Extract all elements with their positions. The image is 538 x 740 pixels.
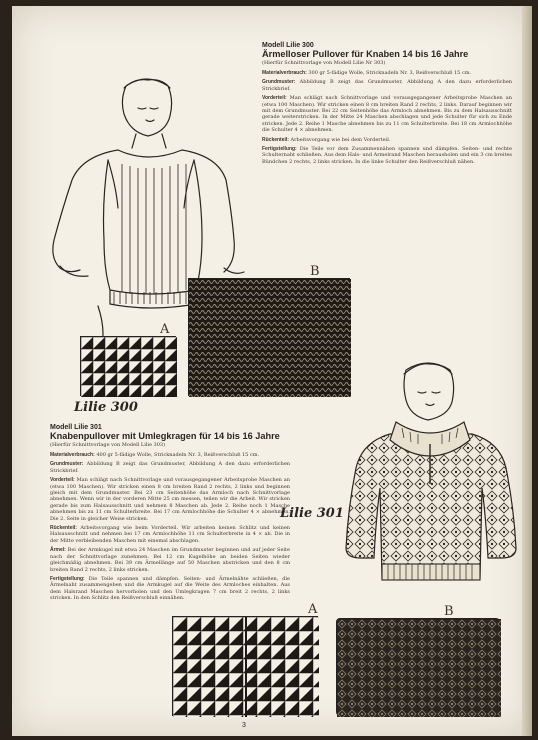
model-301-pattern: Grundmuster: Abbildung B zeigt das Grundmuster, Abbildung A den dazu erforderlichen Strickbrief. [50, 461, 290, 474]
model-300-swatch-b [188, 278, 350, 396]
model-301-title: Knabenpullover mit Umlegkragen für 14 bis 16 Jahre [50, 431, 280, 441]
model-300-front: Vorderteil: Man schlägt nach Schnittvorlage und vorausgegangener Arbeitsprobe Maschen an (etwa 100 Maschen). Wir stricken einen 8 cm breiten Rand 2 rechts, 2 links. Darauf beginnen wir mit dem Grundmuster. Bei 22 cm Seitenhöhe das Armloch abnehmen. Bis zu dem Halsausschnitt gerade weiterstricken. In der Mitte 24 Maschen abschlagen und jede Schulter für sich zu Ende stricken. Jede 2. Reihe 1 Masche abnehmen bis zu 11 cm Schulterbreite. Bei 18 cm Armlochhöhe die Schulter 4 × abnehmen. [262, 95, 512, 134]
model-301-caption: Lilie 301 [280, 506, 344, 521]
model-300-back: Rückenteil: Arbeitsvorgang wie bei dem Vorderteil. [262, 136, 391, 143]
model-300-swatch-a-letter: A [160, 322, 170, 337]
model-300-pattern: Grundmuster: Abbildung B zeigt das Grundmuster, Abbildung A den dazu erforderlichen Strickbrief. [262, 79, 512, 92]
model-300-description [262, 42, 512, 165]
model-301-swatch-b [336, 618, 500, 716]
model-301-description [50, 424, 290, 602]
model-301-back: Rückenteil: Arbeitsvorgang wie beim Vorderteil. Wir arbeiten keinen Schlitz und keinen Halsausschnitt und nehmen bei 17 cm Armlochhöhe 11 cm Schulterbreite in 4 × ab. Die in der Mitte verbleibenden Maschen mit einemal abschlagen. [50, 525, 290, 544]
model-301-finish: Fertigstellung: Die Teile spannen und dämpfen. Seiten- und Ärmelnähte schließen, die Ärmelnaht zusammengeben und die Armkugel auf die Weite des Armloches einhalten. Aus dem Halsrand Maschen hervorholen und den Umlegkragen 7 cm breit 2 rechts, 2 links stricken. In den Schlitz den Reißverschluß einnähen. [50, 575, 290, 602]
model-301-label: Modell Lilie 301 [50, 424, 102, 431]
model-300-label: Modell Lilie 300 [262, 42, 314, 49]
model-300-material: Materialverbrauch: 300 gr 5-fädige Wolle, Stricknadeln Nr. 3, Reißverschluß 15 cm. [262, 70, 472, 76]
model-301-pattern-note: (Hierfür Schnittvorlage von Modell Lilie 303) [50, 442, 166, 448]
magazine-page [12, 6, 532, 736]
model-301-sleeve: Ärmel: Bei der Armkugel mit etwa 24 Maschen im Grundmuster beginnen und auf jeder Seite nach der Schnittvorlage zunehmen. Bei 12 cm Kugelhöhe an beiden Seiten wieder gleichmäßig abnehmen. Bei 39 cm Ärmellänge auf 50 Maschen abstricken und den 8 cm breiten Rand 2 rechts, 2 links stricken. [50, 547, 290, 573]
model-301-swatch-a [172, 616, 318, 716]
model-300-finish: Fertigstellung: Die Teile vor dem Zusammennähen spannen und dämpfen. Seiten- und rechte Schulternaht schließen. Aus dem Hals- und Armelrand Maschen herausholen und ein 3 cm breites Bündchen 2 rechts, 2 links stricken. In die linke Schulter den Reißverschluß nähen. [262, 146, 512, 165]
model-300-swatch-b-letter: B [310, 264, 320, 279]
model-301-front: Vorderteil: Man schlägt nach Schnittvorlage und vorausgegangener Arbeitsprobe Maschen an (etwa 100 Maschen). Wir stricken einen 8 cm breiten Rand 2 rechts, 2 links und beginnen gleich mit dem Grundmuster. Bei 23 cm Seitenhöhe das Armloch nach Schnittvorlage abnehmen. Wenn wir in der vorderen Mitte 25 cm messen, teilen wir die Arbeit. Wir stricken gerade bis zum Halsausschnitt und nehmen 8 Maschen ab. Jede 2. Reihe noch 1 Masche abnehmen bis zu 11 cm Schulterbreite. Bei 17 cm Armlochhöhe die Schulter 4 × abnehmen. Die 2. Seite in gleicher Weise stricken. [50, 477, 290, 522]
model-301-swatch-b-letter: B [444, 604, 454, 619]
model-300-caption: Lilie 300 [74, 400, 138, 415]
model-300-title: Ärmelloser Pullover für Knaben 14 bis 16 Jahre [262, 49, 469, 59]
model-300-pattern-note: (Hierfür Schnittvorlage von Modell Lilie Nr 303) [262, 60, 386, 66]
model-300-swatch-a [80, 336, 176, 396]
model-301-illustration [330, 358, 530, 608]
model-301-swatch-a-letter: A [308, 602, 318, 617]
page-number: 3 [242, 722, 246, 729]
model-301-material: Materialverbrauch: 400 gr 5-fädige Wolle, Stricknadeln Nr. 3, Reißverschluß 15 cm. [50, 452, 260, 458]
